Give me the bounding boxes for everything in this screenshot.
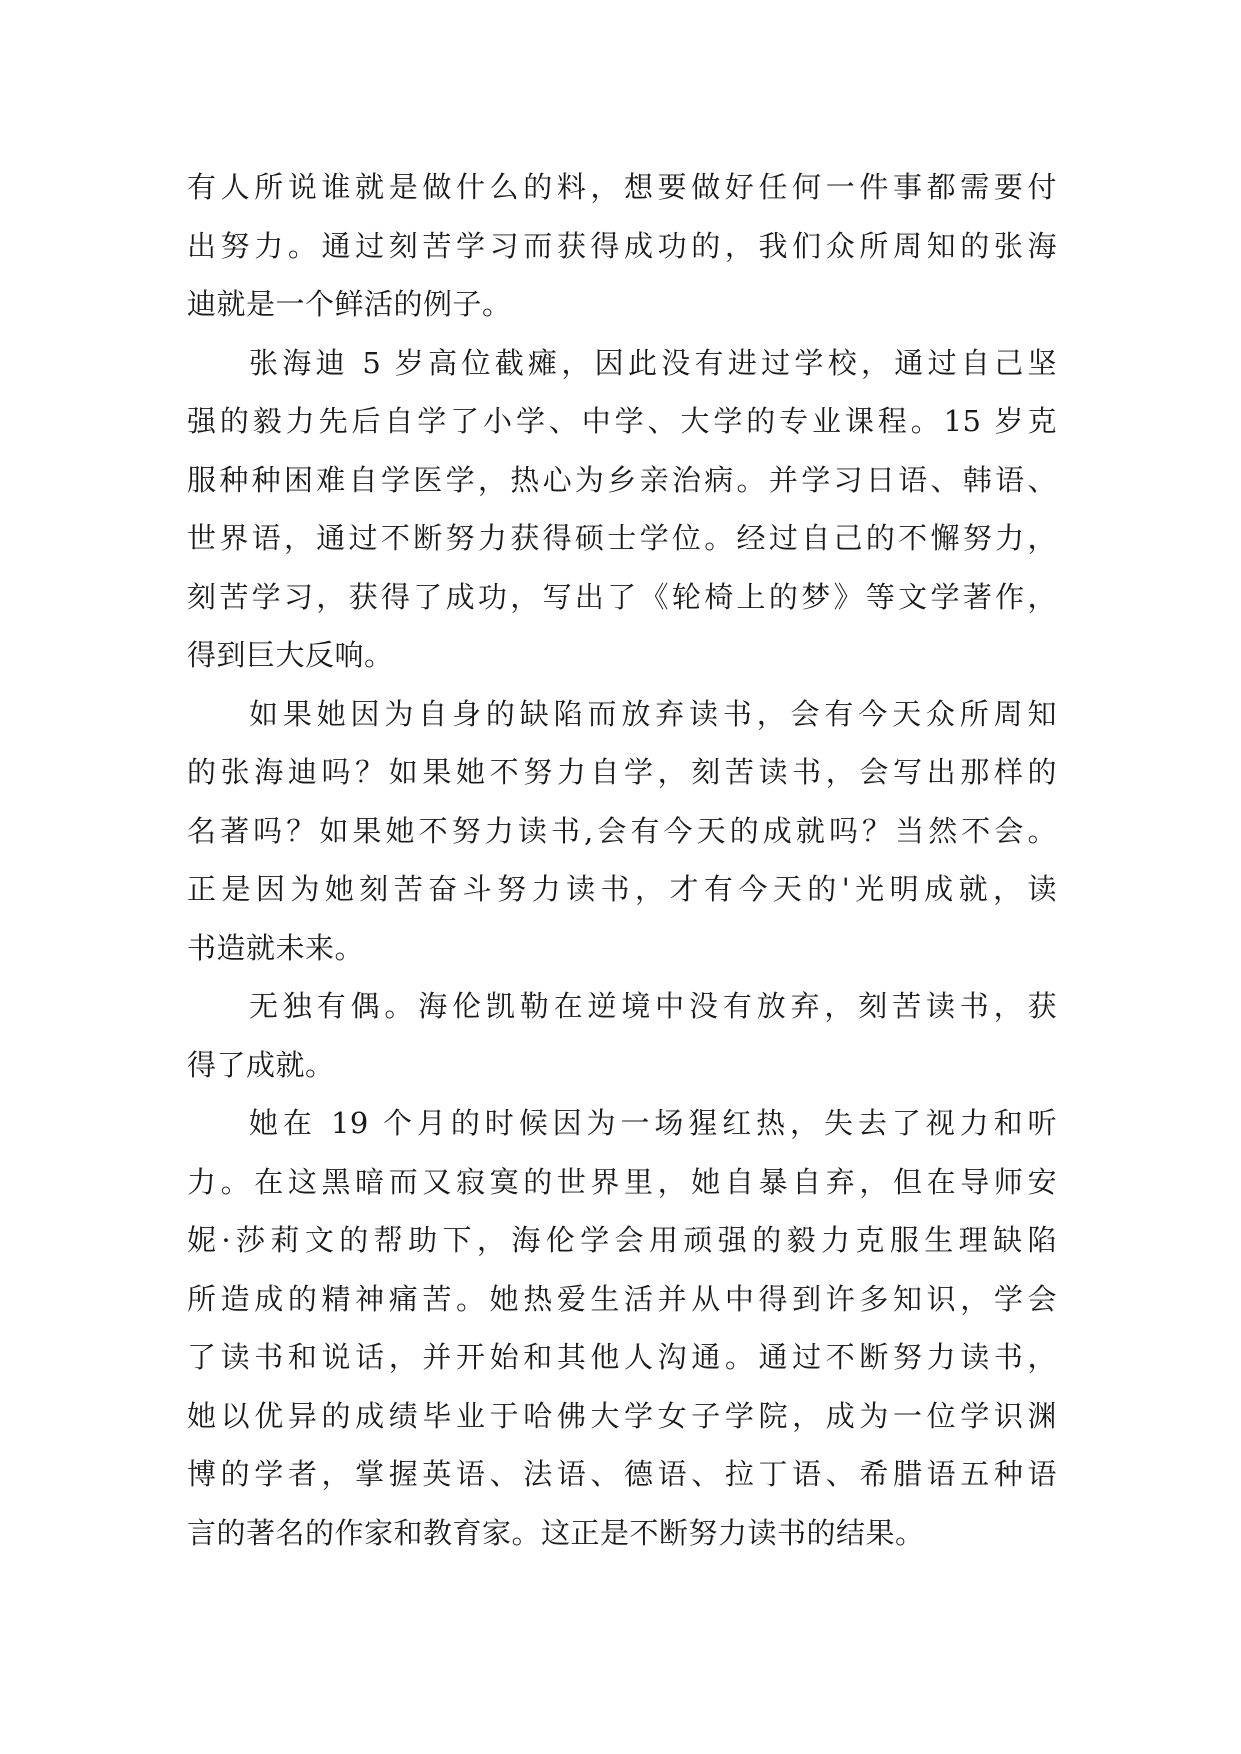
paragraph-2-line-3: 服种种困难自学医学，热心为乡亲治病。并学习日语、韩语、 [187, 462, 1057, 497]
paragraph-1-line-3: 迪就是一个鲜活的例子。 [187, 287, 512, 321]
paragraph-3-line-4: 正是因为她刻苦奋斗努力读书，才有今天的'光明成就，读 [187, 872, 1057, 906]
paragraph-4-line-1: 无独有偶。海伦凯勒在逆境中没有放弃，刻苦读书，获 [249, 989, 1057, 1023]
paragraph-5-line-6: 她以优异的成绩毕业于哈佛大学女子学院，成为一位学识渊 [187, 1398, 1057, 1433]
paragraph-5-line-8: 言的著名的作家和教育家。这正是不断努力读书的结果。 [187, 1515, 925, 1550]
paragraph-2-line-1: 张海迪 5 岁高位截瘫，因此没有进过学校，通过自己坚 [249, 345, 1057, 380]
paragraph-3-line-2: 的张海迪吗？如果她不努力自学，刻苦读书，会写出那样的 [187, 755, 1057, 789]
paragraph-2-line-4: 世界语，通过不断努力获得硕士学位。经过自己的不懈努力， [187, 521, 1057, 555]
paragraph-1-line-2: 出努力。通过刻苦学习而获得成功的，我们众所周知的张海 [187, 228, 1057, 263]
body-text [187, 158, 1057, 1562]
paragraph-5-line-1: 她在 19 个月的时候因为一场猩红热，失去了视力和听 [249, 1106, 1057, 1140]
paragraph-4-line-2: 得了成就。 [187, 1047, 335, 1082]
paragraph-3-line-1: 如果她因为自身的缺陷而放弃读书，会有今天众所周知 [249, 696, 1057, 731]
paragraph-5-line-3: 妮·莎莉文的帮助下，海伦学会用顽强的毅力克服生理缺陷 [187, 1223, 1057, 1257]
paragraph-2-line-6: 得到巨大反响。 [187, 638, 394, 672]
paragraph-2-line-2: 强的毅力先后自学了小学、中学、大学的专业课程。15 岁克 [187, 404, 1057, 438]
paragraph-2-line-5: 刻苦学习，获得了成功，写出了《轮椅上的梦》等文学著作， [187, 579, 1057, 614]
paragraph-5-line-7: 博的学者，掌握英语、法语、德语、拉丁语、希腊语五种语 [187, 1457, 1057, 1491]
paragraph-1-line-1: 有人所说谁就是做什么的料，想要做好任何一件事都需要付 [187, 170, 1057, 204]
paragraph-5-line-5: 了读书和说话，并开始和其他人沟通。通过不断努力读书， [187, 1340, 1057, 1374]
paragraph-5-line-2: 力。在这黑暗而又寂寞的世界里，她自暴自弃，但在导师安 [187, 1164, 1057, 1199]
paragraph-5-line-4: 所造成的精神痛苦。她热爱生活并从中得到许多知识，学会 [187, 1281, 1057, 1316]
paragraph-3-line-3: 名著吗？如果她不努力读书,会有今天的成就吗？当然不会。 [187, 813, 1057, 848]
paragraph-3-line-5: 书造就未来。 [187, 930, 365, 965]
